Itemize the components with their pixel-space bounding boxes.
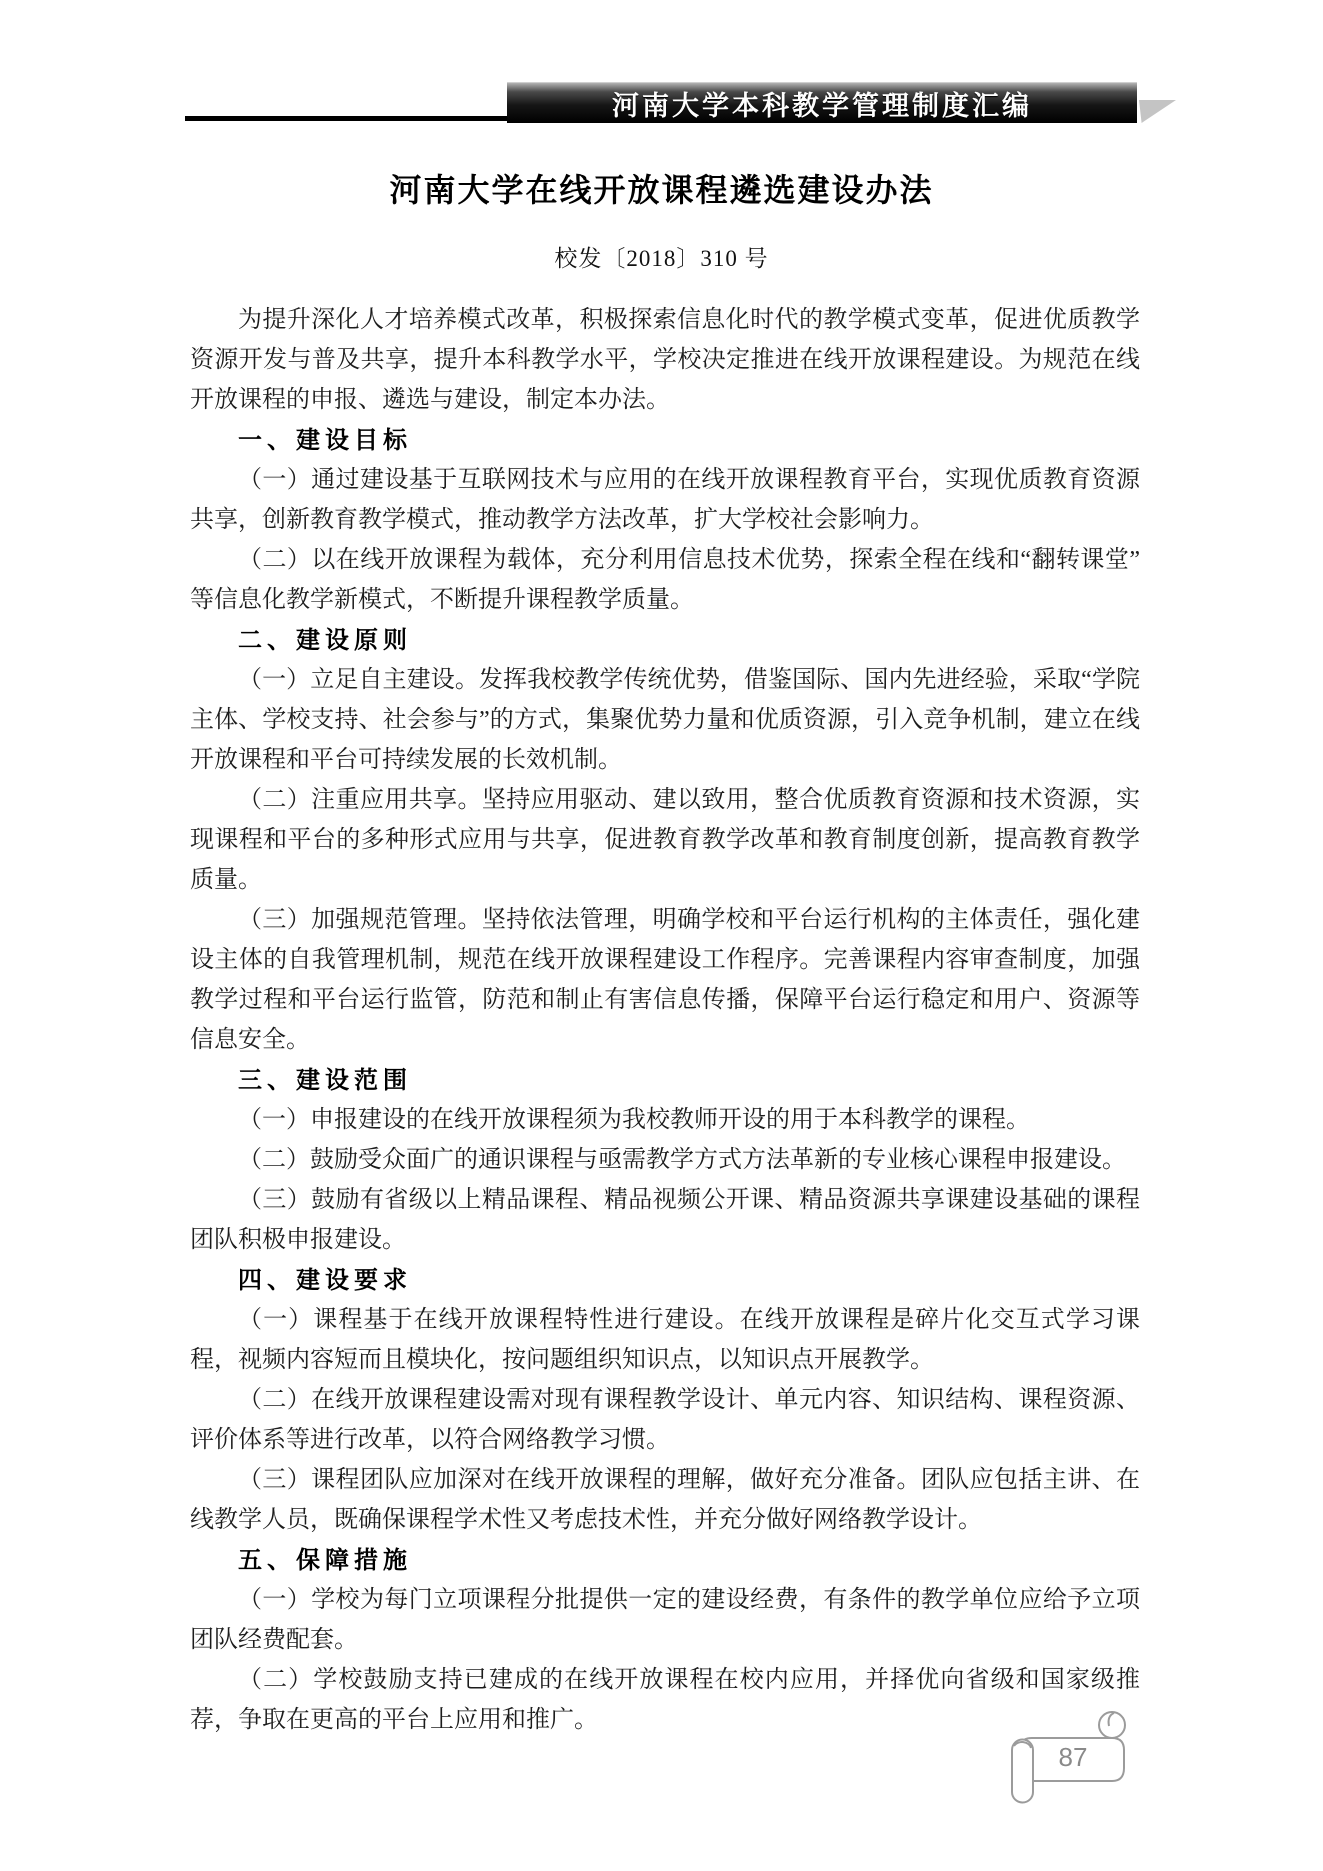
header-rule [185,116,507,121]
body-paragraph: （三）加强规范管理。坚持依法管理，明确学校和平台运行机构的主体责任，强化建设主体的自我管理机制，规范在线开放课程建设工作程序。完善课程内容审查制度，加强教学过程和平台运行监管，防范和制止有害信息传播，保障平台运行稳定和用户、资源等信息安全。 [190,907,1140,1053]
body-paragraph: （一）申报建设的在线开放课程须为我校教师开设的用于本科教学的课程。 [238,1107,1030,1133]
section-heading: 一、建设目标 [238,426,412,454]
body-paragraph: 为提升深化人才培养模式改革，积极探索信息化时代的教学模式变革，促进优质教学资源开发与普及共享，提升本科教学水平，学校决定推进在线开放课程建设。为规范在线开放课程的申报、遴选与建设，制定本办法。 [190,307,1140,413]
body-paragraph: （二）注重应用共享。坚持应用驱动、建以致用，整合优质教育资源和技术资源，实现课程和平台的多种形式应用与共享，促进教育教学改革和教育制度创新，提高教育教学质量。 [190,787,1140,893]
body-paragraph: （二）学校鼓励支持已建成的在线开放课程在校内应用，并择优向省级和国家级推荐，争取在更高的平台上应用和推广。 [190,1667,1140,1733]
body-paragraph: （一）课程基于在线开放课程特性进行建设。在线开放课程是碎片化交互式学习课程，视频内容短而且模块化，按问题组织知识点，以知识点开展教学。 [190,1307,1140,1373]
header-banner [507,82,1137,123]
header-banner-title: 河南大学本科教学管理制度汇编 [612,90,1032,121]
body-paragraph: （一）学校为每门立项课程分批提供一定的建设经费，有条件的教学单位应给予立项团队经费配套。 [190,1587,1140,1653]
section-heading: 二、建设原则 [238,626,412,654]
body-paragraph: （三）鼓励有省级以上精品课程、精品视频公开课、精品资源共享课建设基础的课程团队积极申报建设。 [190,1187,1140,1253]
body-paragraph: （一）立足自主建设。发挥我校教学传统优势，借鉴国际、国内先进经验，采取“学院主体、学校支持、社会参与”的方式，集聚优势力量和优质资源，引入竞争机制，建立在线开放课程和平台可持续发展的长效机制。 [190,667,1140,773]
header-arrow-icon [1139,100,1176,123]
page-number: 87 [1058,1742,1088,1772]
body-paragraph: （三）课程团队应加深对在线开放课程的理解，做好充分准备。团队应包括主讲、在线教学人员，既确保课程学术性又考虑技术性，并充分做好网络教学设计。 [190,1467,1140,1533]
body-paragraph: （二）鼓励受众面广的通识课程与亟需教学方式方法革新的专业核心课程申报建设。 [238,1147,1126,1173]
body-paragraph: （二）在线开放课程建设需对现有课程教学设计、单元内容、知识结构、课程资源、评价体系等进行改革，以符合网络教学习惯。 [190,1387,1140,1453]
section-heading: 五、保障措施 [238,1546,412,1574]
document-number: 校发〔2018〕310 号 [554,246,769,271]
scroll-icon [1000,1705,1135,1810]
document-body [190,300,1140,1740]
page-title: 河南大学在线开放课程遴选建设办法 [389,171,934,209]
section-heading: 四、建设要求 [238,1266,412,1294]
body-paragraph: （一）通过建设基于互联网技术与应用的在线开放课程教育平台，实现优质教育资源共享，创新教育教学模式，推动教学方法改革，扩大学校社会影响力。 [190,467,1140,533]
section-heading: 三、建设范围 [238,1066,412,1094]
page-number-scroll [1000,1705,1135,1810]
body-paragraph: （二）以在线开放课程为载体，充分利用信息技术优势，探索全程在线和“翻转课堂”等信息化教学新模式，不断提升课程教学质量。 [190,547,1140,613]
